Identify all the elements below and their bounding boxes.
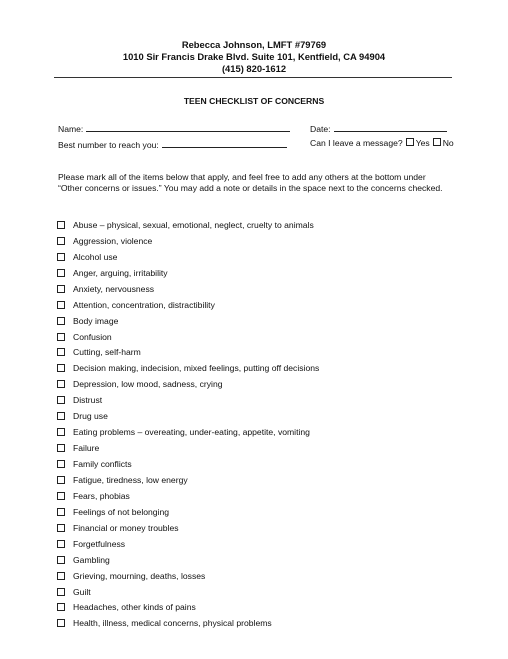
office-address: 1010 Sir Francis Drake Blvd. Suite 101, Kentfield, CA 94904 (122, 51, 386, 62)
concern-checkbox[interactable] (57, 508, 65, 516)
concern-checkbox[interactable] (57, 428, 65, 436)
concern-item (57, 472, 319, 488)
concern-item (57, 217, 319, 233)
concern-label: Financial or money troubles (73, 522, 179, 533)
concern-label: Health, illness, medical concerns, physical problems (73, 618, 272, 629)
concern-item (57, 376, 319, 392)
concern-label: Forgetfulness (73, 538, 126, 549)
concern-label: Aggression, violence (73, 235, 153, 246)
concern-item (57, 520, 319, 536)
concern-item (57, 297, 319, 313)
concern-checkbox[interactable] (57, 476, 65, 484)
concern-checkbox[interactable] (57, 556, 65, 564)
concern-item (57, 313, 319, 329)
concern-item (57, 360, 319, 376)
concern-label: Drug use (73, 411, 108, 422)
concern-label: Gambling (73, 554, 110, 565)
concern-label: Abuse – physical, sexual, emotional, neglect, cruelty to animals (73, 219, 314, 230)
concern-label: Family conflicts (73, 459, 132, 470)
concern-label: Fatigue, tiredness, low energy (73, 474, 188, 485)
leave-message-label: Can I leave a message? (310, 138, 403, 148)
concern-item (57, 408, 319, 424)
concern-checkbox[interactable] (57, 317, 65, 325)
name-label: Name: (58, 124, 84, 134)
concern-checkbox[interactable] (57, 221, 65, 229)
concern-item (57, 249, 319, 265)
concern-item (57, 233, 319, 249)
best-number-label: Best number to reach you: (58, 140, 159, 150)
name-field (58, 122, 290, 134)
concern-label: Cutting, self-harm (73, 347, 141, 358)
concern-label: Alcohol use (73, 251, 118, 262)
concern-label: Headaches, other kinds of pains (73, 602, 196, 613)
concern-checkbox[interactable] (57, 380, 65, 388)
concern-item (57, 584, 319, 600)
concern-checkbox[interactable] (57, 588, 65, 596)
concern-item (57, 424, 319, 440)
concern-checkbox[interactable] (57, 524, 65, 532)
date-field (310, 122, 447, 134)
concern-item (57, 615, 319, 631)
concern-item (57, 600, 319, 616)
concern-label: Confusion (73, 331, 112, 342)
concern-checkbox[interactable] (57, 364, 65, 372)
office-phone: (415) 820-1612 (221, 63, 287, 74)
name-input-line[interactable] (86, 122, 290, 132)
concern-item (57, 488, 319, 504)
concern-item (57, 568, 319, 584)
concern-checkbox[interactable] (57, 444, 65, 452)
concern-item (57, 536, 319, 552)
concern-checkbox[interactable] (57, 301, 65, 309)
yes-checkbox[interactable] (406, 138, 414, 146)
concern-item (57, 281, 319, 297)
concern-checkbox[interactable] (57, 285, 65, 293)
concern-item (57, 552, 319, 568)
letterhead (0, 39, 508, 75)
concern-label: Grieving, mourning, deaths, losses (73, 570, 206, 581)
concern-item (57, 504, 319, 520)
concern-checkbox[interactable] (57, 460, 65, 468)
concern-label: Depression, low mood, sadness, crying (73, 379, 223, 390)
concern-checkbox[interactable] (57, 619, 65, 627)
no-checkbox[interactable] (433, 138, 441, 146)
document-title: TEEN CHECKLIST OF CONCERNS (183, 96, 325, 106)
concern-label: Anxiety, nervousness (73, 283, 155, 294)
concern-checkbox[interactable] (57, 603, 65, 611)
concern-checkbox[interactable] (57, 253, 65, 261)
yes-label: Yes (415, 138, 430, 148)
therapist-name: Rebecca Johnson, LMFT #79769 (181, 39, 327, 50)
concern-item (57, 456, 319, 472)
concern-label: Decision making, indecision, mixed feelings, putting off decisions (73, 363, 320, 374)
concern-checkbox[interactable] (57, 396, 65, 404)
concern-checkbox[interactable] (57, 348, 65, 356)
concern-item (57, 345, 319, 361)
date-label: Date: (310, 124, 331, 134)
concern-checkbox[interactable] (57, 333, 65, 341)
leave-message-field (310, 138, 454, 148)
concern-checkbox[interactable] (57, 237, 65, 245)
concern-label: Distrust (73, 395, 103, 406)
concern-item (57, 329, 319, 345)
concern-checkbox[interactable] (57, 269, 65, 277)
concern-label: Fears, phobias (73, 490, 130, 501)
concern-label: Eating problems – overeating, under-eating, appetite, vomiting (73, 427, 310, 438)
date-input-line[interactable] (334, 122, 447, 132)
concern-item (57, 392, 319, 408)
concern-label: Guilt (73, 586, 91, 597)
instructions: Please mark all of the items below that apply, and feel free to add any others at the bottom under “Other concerns or issues.” You may add a note or details in the space next to the concerns checked. (58, 172, 443, 193)
concern-checkbox[interactable] (57, 572, 65, 580)
best-number-input-line[interactable] (162, 138, 287, 148)
concern-label: Anger, arguing, irritability (73, 267, 168, 278)
concern-label: Body image (73, 315, 119, 326)
concerns-list (57, 217, 319, 631)
concern-item (57, 440, 319, 456)
concern-label: Failure (73, 443, 100, 454)
concern-checkbox[interactable] (57, 540, 65, 548)
header-divider (54, 77, 452, 78)
no-label: No (442, 138, 454, 148)
concern-label: Feelings of not belonging (73, 506, 170, 517)
concern-checkbox[interactable] (57, 492, 65, 500)
best-number-field (58, 138, 287, 150)
concern-label: Attention, concentration, distractibility (73, 299, 215, 310)
concern-checkbox[interactable] (57, 412, 65, 420)
concern-item (57, 265, 319, 281)
